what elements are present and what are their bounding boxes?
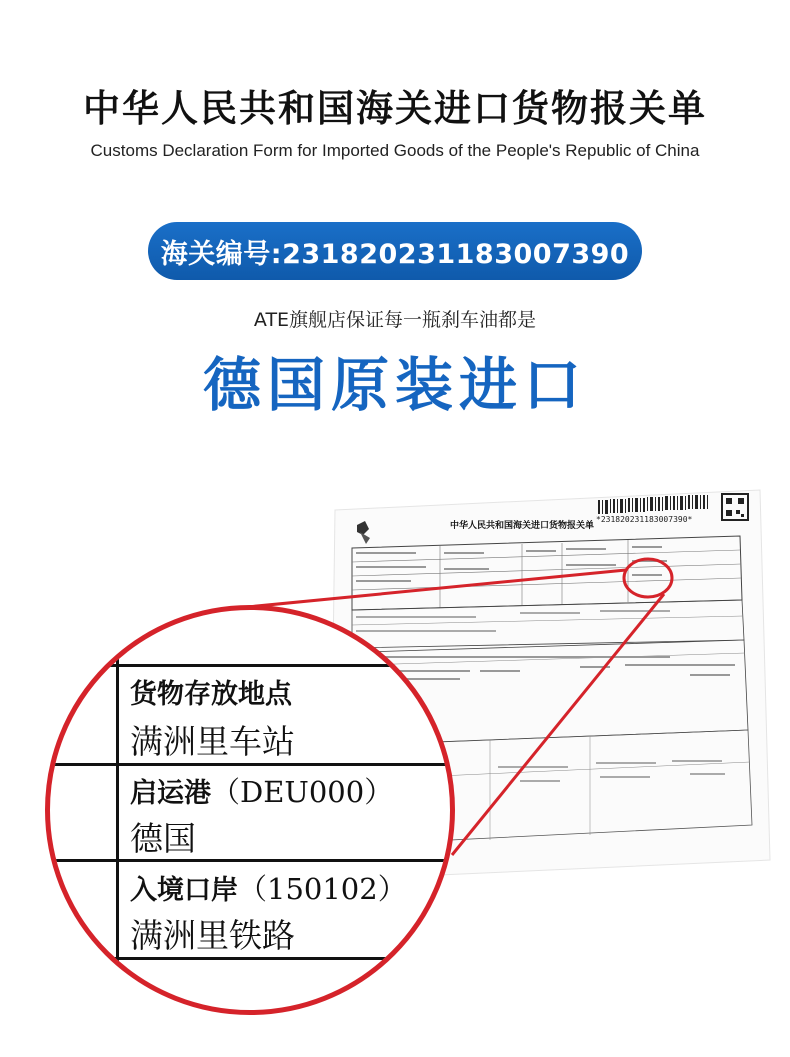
storage-location-value: 满洲里车站 [130, 722, 295, 761]
port-of-entry-value: 满洲里铁路 [130, 916, 295, 955]
customs-number-badge [148, 222, 642, 280]
customs-number-label: 海关编号:231820231183007390 [160, 238, 630, 270]
port-of-departure-value: 德国 [130, 819, 196, 858]
tagline: ATE旗舰店保证每一瓶刹车油都是 [253, 309, 537, 331]
page-subtitle: Customs Declaration Form for Imported Goods of the People's Republic of China [90, 141, 700, 160]
storage-location-label: 货物存放地点 [130, 679, 292, 710]
port-of-entry-label: 入境口岸（150102） [130, 872, 407, 906]
table-divider [50, 763, 450, 766]
page-title: 中华人民共和国海关进口货物报关单 [83, 87, 707, 130]
table-divider-vertical [116, 610, 119, 1010]
port-of-departure-label: 启运港（DEU000） [130, 775, 394, 809]
headline: 德国原装进口 [202, 351, 587, 419]
magnifier-circle [45, 605, 455, 1015]
table-divider [50, 957, 450, 960]
table-divider [50, 664, 450, 667]
table-divider [50, 859, 450, 862]
